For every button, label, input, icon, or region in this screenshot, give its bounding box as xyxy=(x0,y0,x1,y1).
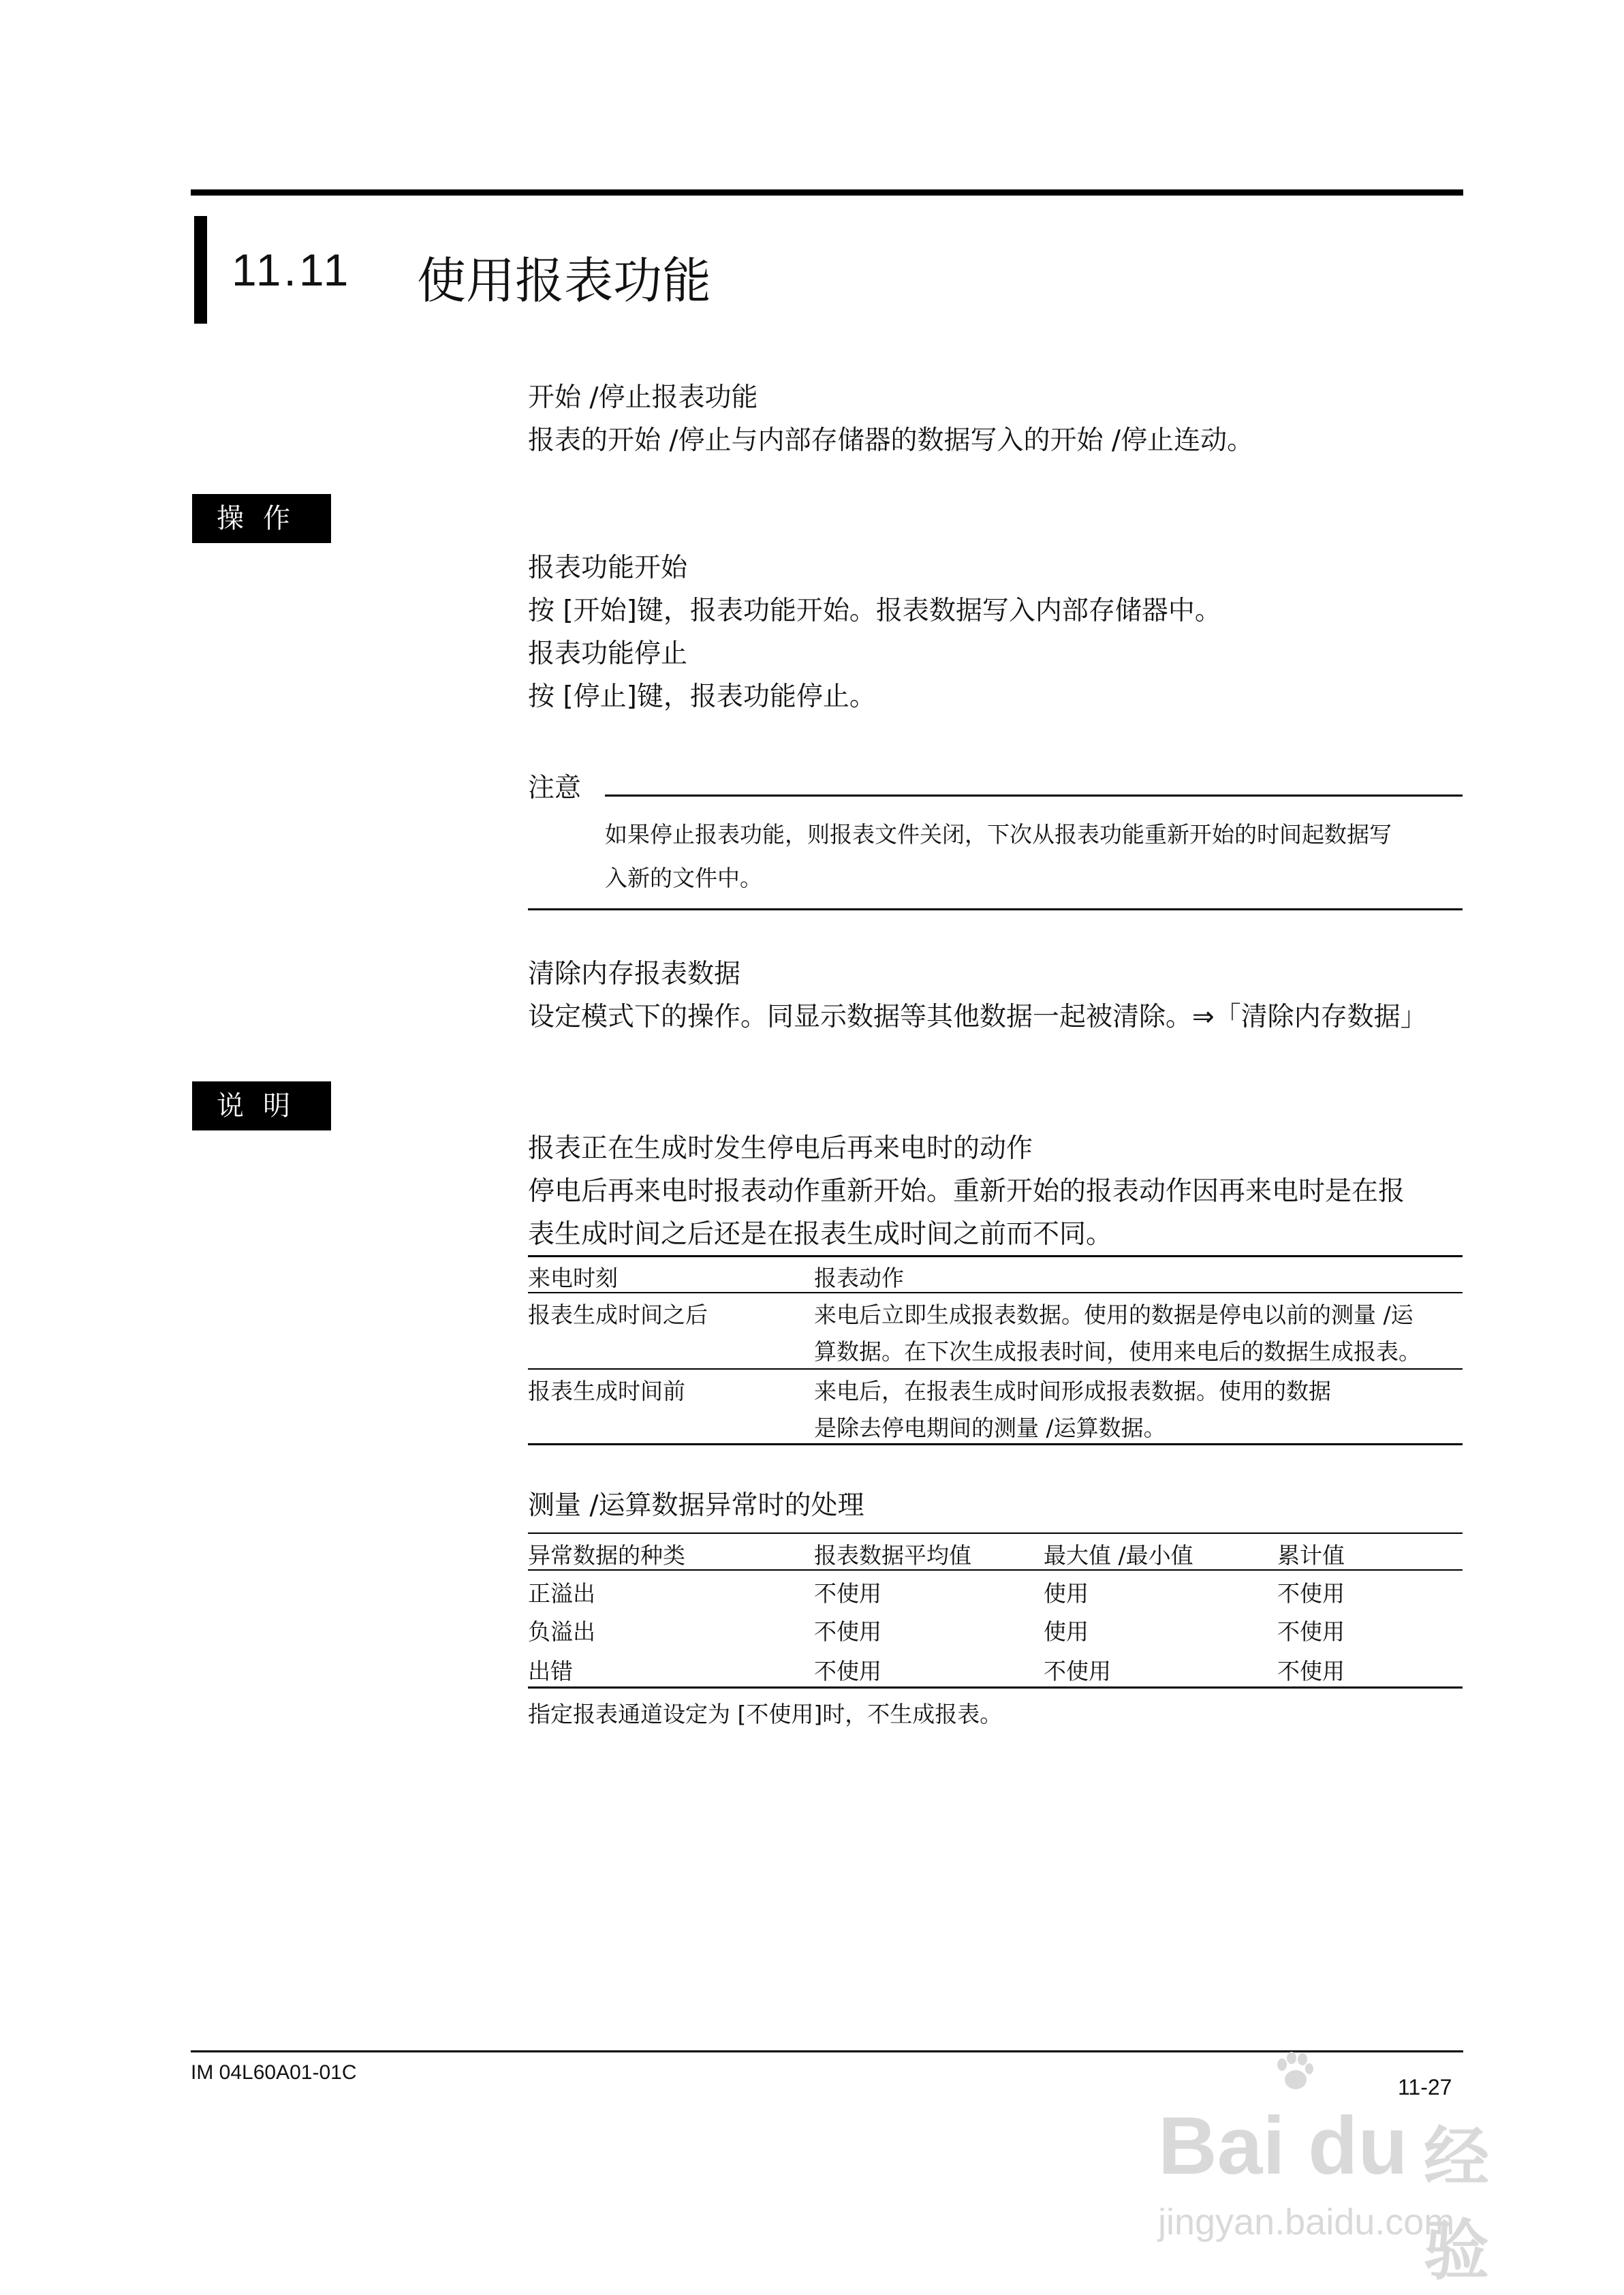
table-cell: 不使用 xyxy=(1277,1580,1345,1607)
table-cell-action: 来电后，在报表生成时间形成报表数据。使用的数据 xyxy=(814,1378,1331,1404)
power-line-2: 表生成时间之后还是在报表生成时间之前而不同。 xyxy=(528,1219,1113,1250)
note-top-rule xyxy=(605,795,1463,797)
table-cell: 使用 xyxy=(1044,1580,1089,1607)
table-cell: 不使用 xyxy=(1044,1658,1111,1684)
operation-block xyxy=(528,546,1221,718)
paw-icon xyxy=(1274,2051,1315,2092)
watermark-brand: Bai du xyxy=(1158,2100,1408,2191)
table-cell-action: 是除去停电期间的测量 /运算数据。 xyxy=(814,1415,1166,1441)
note-line-2: 入新的文件中。 xyxy=(605,865,762,891)
note-label: 注意 xyxy=(528,773,582,803)
watermark-cn: 经验 xyxy=(1424,2121,1489,2288)
note-line-1: 如果停止报表功能，则报表文件关闭，下次从报表功能重新开始的时间起数据写 xyxy=(605,821,1392,848)
watermark-logo xyxy=(1151,2037,1533,2288)
clear-block xyxy=(528,953,1427,1038)
table-rule xyxy=(528,1368,1463,1370)
doc-id: IM 04L60A01-01C xyxy=(191,2061,357,2084)
note-text xyxy=(605,813,1392,900)
intro-block xyxy=(528,376,1253,462)
table-cell: 出错 xyxy=(528,1658,573,1684)
watermark-url: jingyan.baidu.com xyxy=(1158,2202,1455,2243)
table-rule xyxy=(528,1292,1463,1293)
table-cell: 不使用 xyxy=(1277,1618,1345,1645)
table-header-action: 报表动作 xyxy=(814,1265,904,1291)
table-cell: 不使用 xyxy=(814,1658,881,1684)
note-bottom-rule xyxy=(528,908,1463,910)
operation-tag: 操作 xyxy=(192,494,331,543)
table-cell-action: 算数据。在下次生成报表时间，使用来电后的数据生成报表。 xyxy=(814,1338,1421,1365)
start-text: 按 [开始]键，报表功能开始。报表数据写入内部存储器中。 xyxy=(528,596,1221,626)
intro-heading: 开始 /停止报表功能 xyxy=(528,382,758,413)
table-rule xyxy=(528,1686,1463,1689)
table-cell-action: 来电后立即生成报表数据。使用的数据是停电以前的测量 /运 xyxy=(814,1301,1414,1328)
stop-text: 按 [停止]键，报表功能停止。 xyxy=(528,681,876,712)
table-cell: 不使用 xyxy=(814,1580,881,1607)
table-rule xyxy=(528,1255,1463,1257)
table-header-average: 报表数据平均值 xyxy=(814,1542,971,1569)
table-rule xyxy=(528,1532,1463,1534)
power-heading: 报表正在生成时发生停电后再来电时的动作 xyxy=(528,1133,1033,1164)
start-heading: 报表功能开始 xyxy=(528,553,688,583)
explanation-tag: 说明 xyxy=(192,1081,331,1130)
table-header-sum: 累计值 xyxy=(1277,1542,1345,1569)
section-number: 11.11 xyxy=(232,245,352,295)
power-table xyxy=(528,1255,1463,1446)
table-cell: 负溢出 xyxy=(528,1618,595,1645)
abnormal-footnote: 指定报表通道设定为 [不使用]时，不生成报表。 xyxy=(528,1701,1003,1727)
page-number: 11-27 xyxy=(1398,2075,1452,2099)
table-cell: 不使用 xyxy=(814,1618,881,1645)
table-header-time: 来电时刻 xyxy=(528,1265,618,1291)
abnormal-heading: 测量 /运算数据异常时的处理 xyxy=(528,1490,864,1521)
table-rule xyxy=(528,1569,1463,1571)
header-rule xyxy=(191,189,1463,196)
intro-text: 报表的开始 /停止与内部存储器的数据写入的开始 /停止连动。 xyxy=(528,425,1254,456)
abnormal-table xyxy=(528,1532,1463,1689)
power-block xyxy=(528,1127,1405,1256)
section-title: 使用报表功能 xyxy=(417,252,712,309)
table-rule xyxy=(528,1443,1463,1445)
table-cell: 使用 xyxy=(1044,1618,1089,1645)
clear-heading: 清除内存报表数据 xyxy=(528,959,741,989)
clear-text: 设定模式下的操作。同显示数据等其他数据一起被清除。⇒「清除内存数据」 xyxy=(528,1002,1427,1032)
table-header-maxmin: 最大值 /最小值 xyxy=(1044,1542,1193,1569)
power-line-1: 停电后再来电时报表动作重新开始。重新开始的报表动作因再来电时是在报 xyxy=(528,1176,1405,1207)
table-header-type: 异常数据的种类 xyxy=(528,1542,685,1569)
table-cell-time: 报表生成时间前 xyxy=(528,1378,685,1404)
stop-heading: 报表功能停止 xyxy=(528,638,688,669)
table-cell: 不使用 xyxy=(1277,1658,1345,1684)
table-cell-time: 报表生成时间之后 xyxy=(528,1301,708,1328)
table-cell: 正溢出 xyxy=(528,1580,595,1607)
section-marker-bar xyxy=(194,216,207,324)
